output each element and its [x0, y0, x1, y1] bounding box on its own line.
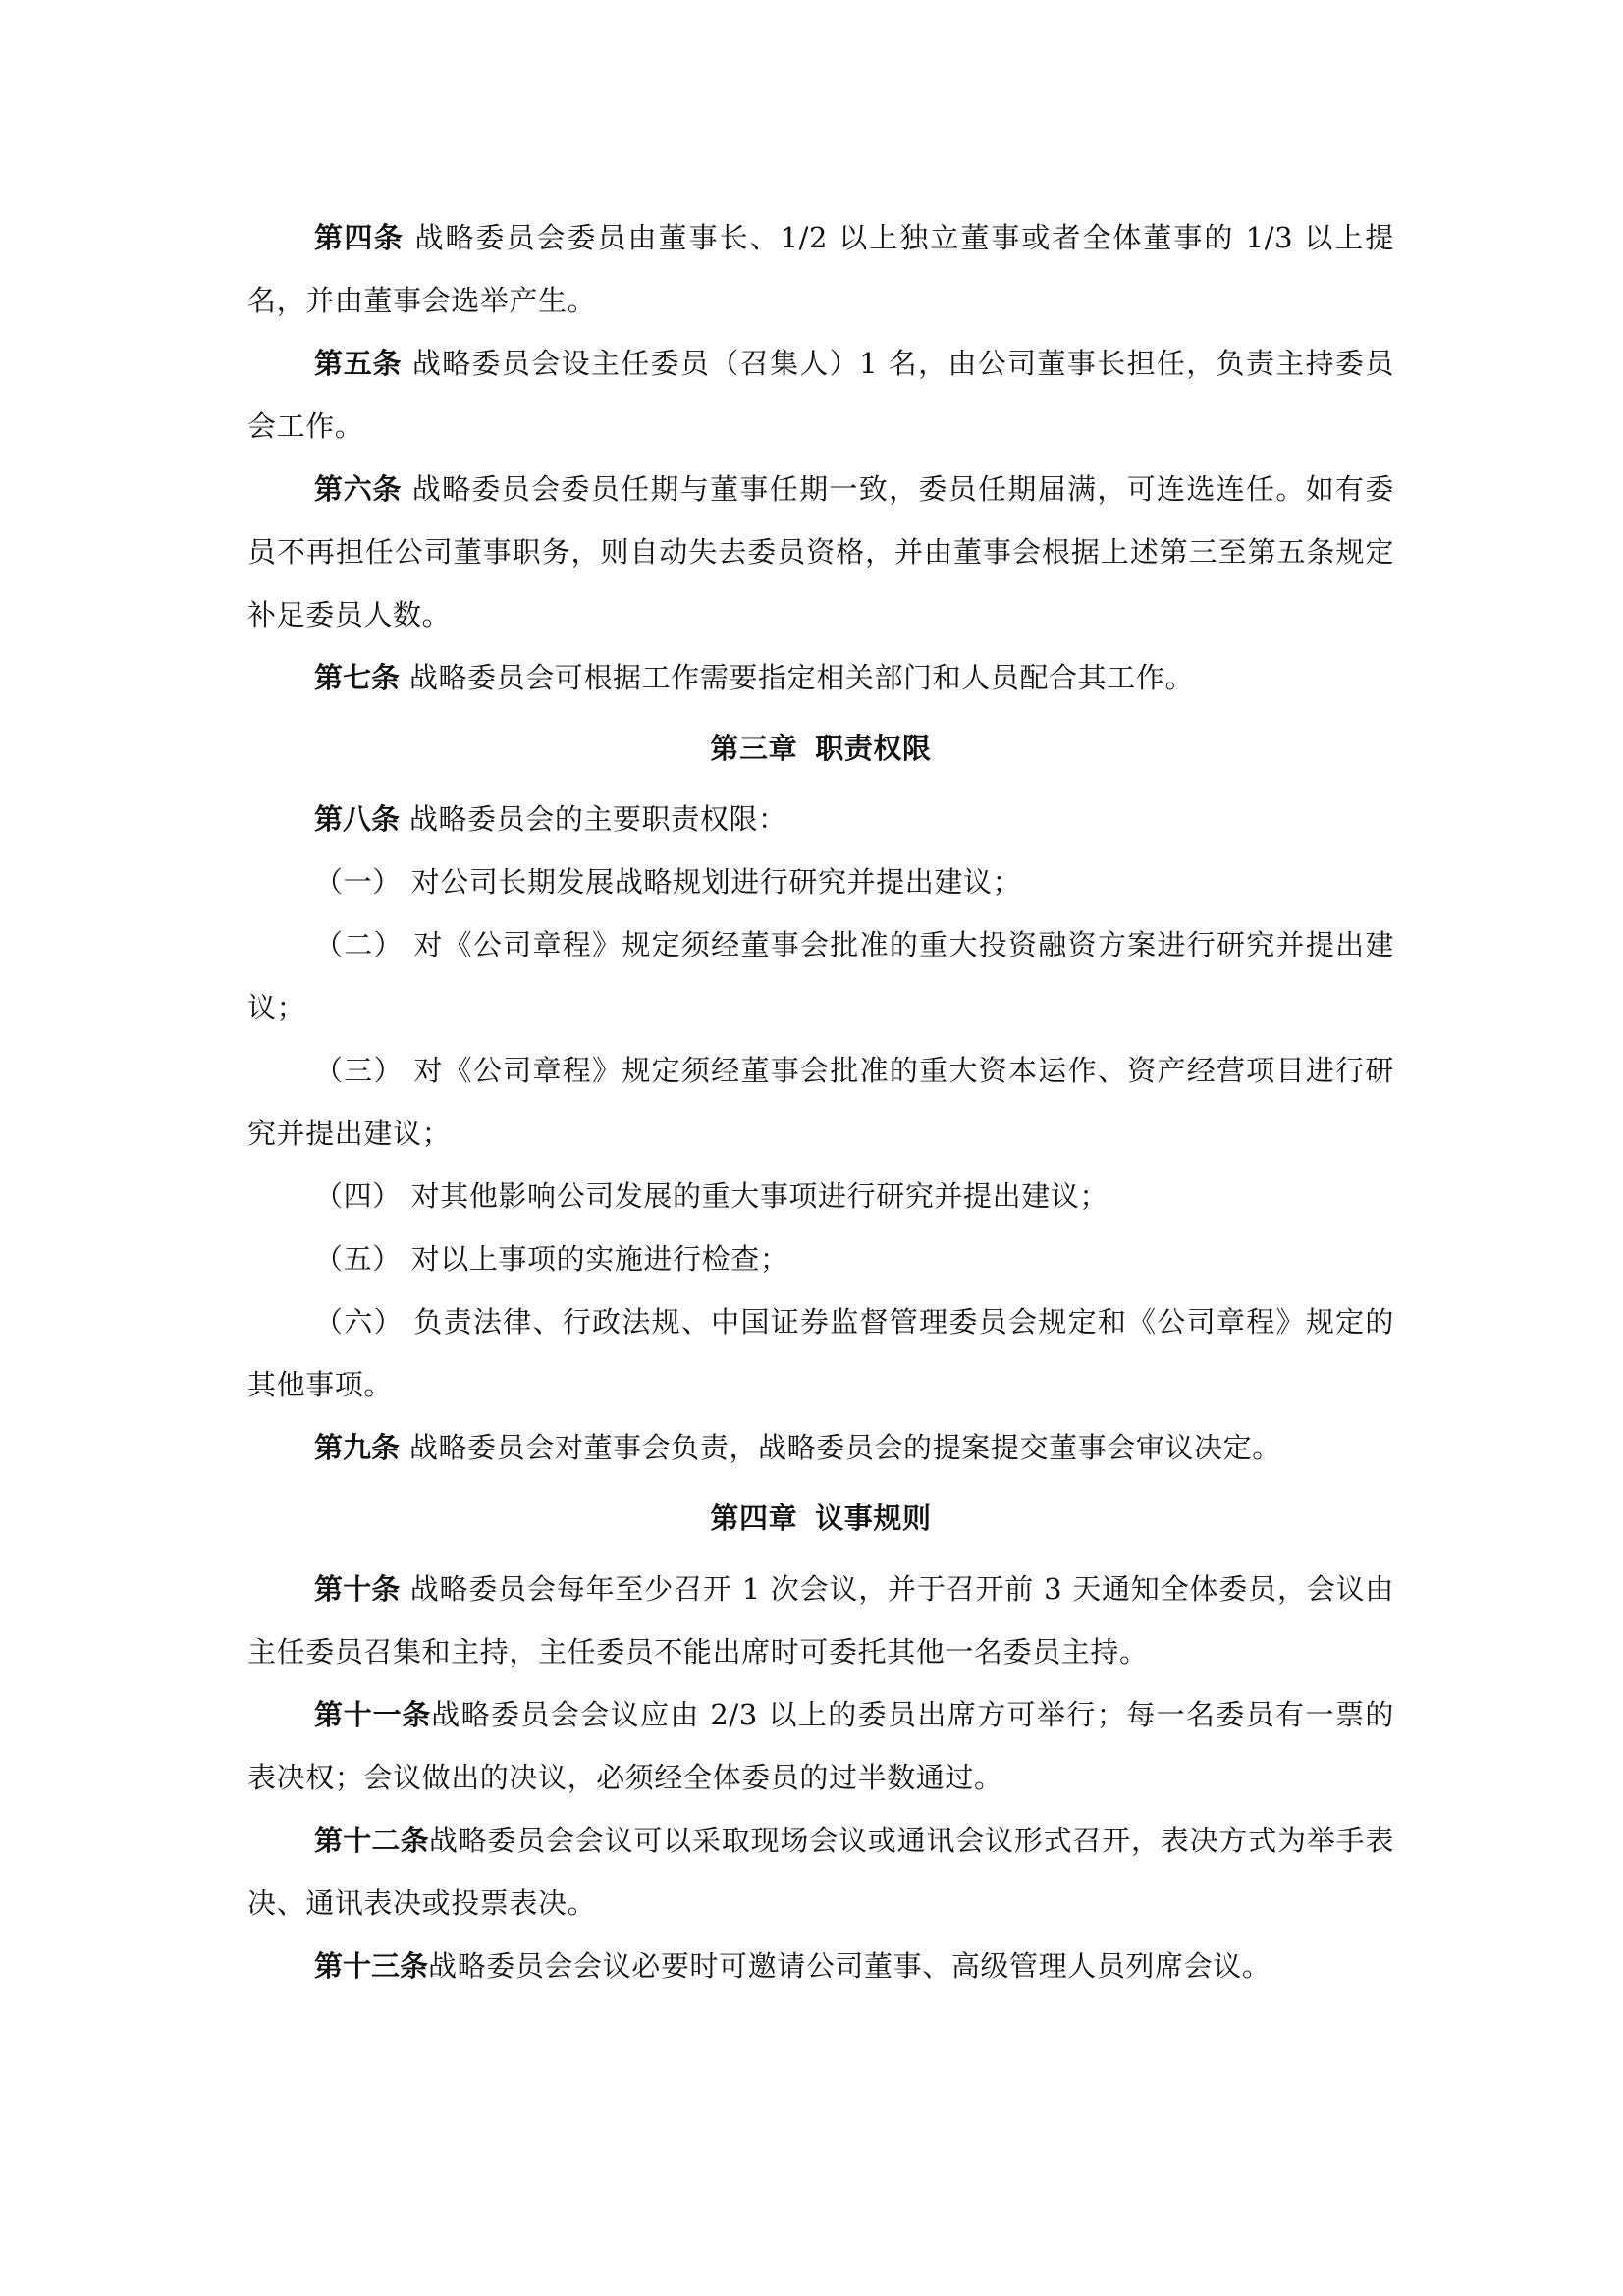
article-9-text: 战略委员会对董事会负责，战略委员会的提案提交董事会审议决定。	[408, 1431, 1281, 1464]
article-13-heading: 第十三条	[314, 1949, 429, 1983]
article-8-heading: 第八条	[314, 802, 401, 836]
article-11-heading: 第十一条	[314, 1698, 432, 1731]
article-6	[247, 458, 1394, 646]
article-8-item-1: （一） 对公司长期发展战略规划进行研究并提出建议；	[314, 865, 1022, 899]
article-13	[247, 1935, 1394, 1997]
article-9-heading: 第九条	[314, 1431, 401, 1464]
article-12-heading: 第十二条	[314, 1824, 429, 1857]
article-5-heading: 第五条	[314, 347, 403, 380]
article-5-text: 战略委员会设主任委员（召集人）1 名，由公司董事长担任，负责主持委员会工作。	[247, 347, 1394, 443]
chapter-4-title: 议事规则	[815, 1502, 932, 1535]
article-4	[247, 206, 1394, 332]
article-8-item-2: （二） 对《公司章程》规定须经董事会批准的重大投资融资方案进行研究并提出建议；	[247, 928, 1394, 1024]
chapter-3-heading	[247, 717, 1394, 780]
article-10	[247, 1558, 1394, 1683]
article-11-text: 战略委员会会议应由 2/3 以上的委员出席方可举行；每一名委员有一票的表决权；会议做出的决议，必须经全体委员的过半数通过。	[247, 1698, 1394, 1794]
article-10-text: 战略委员会每年至少召开 1 次会议，并于召开前 3 天通知全体委员，会议由主任委员召集和主持，主任委员不能出席时可委托其他一名委员主持。	[247, 1572, 1394, 1668]
article-8-item-3: （三） 对《公司章程》规定须经董事会批准的重大资本运作、资产经营项目进行研究并提出建议；	[247, 1054, 1394, 1150]
article-6-text: 战略委员会委员任期与董事任期一致，委员任期届满，可连选连任。如有委员不再担任公司董事职务，则自动失去委员资格，并由董事会根据上述第三至第五条规定补足委员人数。	[247, 472, 1394, 631]
article-7-text: 战略委员会可根据工作需要指定相关部门和人员配合其工作。	[408, 661, 1195, 694]
article-4-heading: 第四条	[314, 221, 405, 254]
article-5	[247, 332, 1394, 458]
article-4-text: 战略委员会委员由董事长、1/2 以上独立董事或者全体董事的 1/3 以上提名，并由董事会选举产生。	[247, 221, 1394, 317]
article-8-item-4: （四） 对其他影响公司发展的重大事项进行研究并提出建议；	[314, 1179, 1109, 1213]
article-12	[247, 1809, 1394, 1935]
chapter-3-number: 第三章	[710, 732, 798, 765]
chapter-4-heading	[247, 1487, 1394, 1550]
article-11	[247, 1683, 1394, 1809]
article-7	[247, 646, 1394, 709]
article-13-text: 战略委员会会议必要时可邀请公司董事、高级管理人员列席会议。	[428, 1949, 1271, 1983]
article-12-text: 战略委员会会议可以采取现场会议或通讯会议形式召开，表决方式为举手表决、通讯表决或投票表决。	[247, 1824, 1394, 1920]
article-8-text: 战略委员会的主要职责权限：	[408, 802, 787, 836]
chapter-4-number: 第四章	[710, 1502, 798, 1535]
article-9	[247, 1416, 1394, 1479]
article-10-heading: 第十条	[314, 1572, 401, 1606]
chapter-3-title: 职责权限	[815, 732, 932, 765]
document-body	[247, 206, 1394, 1997]
article-8-item-6: （六） 负责法律、行政法规、中国证券监督管理委员会规定和《公司章程》规定的其他事项。	[247, 1305, 1394, 1401]
article-6-heading: 第六条	[314, 472, 403, 506]
article-8	[247, 788, 1394, 850]
article-7-heading: 第七条	[314, 661, 401, 694]
article-8-item-5: （五） 对以上事项的实施进行检查；	[314, 1242, 789, 1276]
